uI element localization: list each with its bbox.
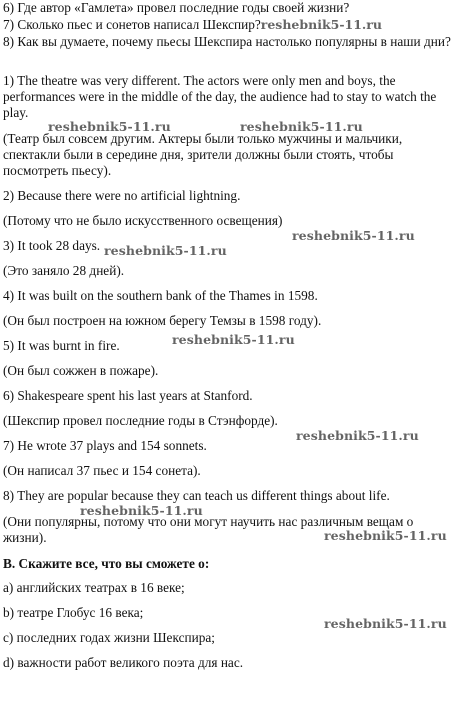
watermark: reshebnik5-11.ru (324, 616, 447, 631)
section-b-item-c: c) последних годах жизни Шекспира; (3, 630, 215, 645)
question-6: 6) Где автор «Гамлета» провел последние годы своей жизни? (3, 0, 350, 15)
watermark: reshebnik5-11.ru (296, 428, 419, 443)
answer-2-english: 2) Because there were no artificial lightning. (3, 188, 241, 203)
answer-7-english: 7) He wrote 37 plays and 154 sonnets. (3, 438, 207, 453)
watermark: reshebnik5-11.ru (240, 119, 363, 134)
answer-1-russian: (Театр был совсем другим. Актеры были только мужчины и мальчики, спектакли были в середине дня, зрители должны были стоять, чтобы посмотреть пьесу). (3, 131, 403, 178)
question-8: 8) Как вы думаете, почему пьесы Шекспира настолько популярны в наши дни? (3, 34, 451, 49)
question-7-text: 7) Сколько пьес и сонетов написал Шекспир? (3, 17, 261, 32)
answer-4-russian: (Он был построен на южном берегу Темзы в 1598 году). (3, 313, 322, 328)
question-7 (3, 17, 382, 33)
section-b-item-b: b) театре Глобус 16 века; (3, 605, 144, 620)
answer-3-english: 3) It took 28 days. (3, 238, 101, 253)
answer-3-russian: (Это заняло 28 дней). (3, 263, 125, 278)
answer-1-english: 1) The theatre was very different. The actors were only men and boys, the performances were in the middle of the day, the audience had to stay to watch the play. (3, 73, 437, 120)
answer-4-english: 4) It was built on the southern bank of the Thames in 1598. (3, 288, 318, 303)
section-b-heading: B. Скажите все, что вы сможете о: (3, 556, 210, 571)
watermark: reshebnik5-11.ru (292, 228, 415, 243)
answer-5-english: 5) It was burnt in fire. (3, 338, 120, 353)
answer-7-russian: (Он написал 37 пьес и 154 сонета). (3, 463, 201, 478)
watermark: reshebnik5-11.ru (104, 243, 227, 258)
watermark: reshebnik5-11.ru (172, 332, 295, 347)
answer-8-russian: (Они популярны, потому что они могут научить нас различным вещам о жизни). (3, 514, 414, 545)
answer-2-russian: (Потому что не было искусственного освещения) (3, 213, 283, 228)
section-b-item-d: d) важности работ великого поэта для нас. (3, 655, 244, 670)
watermark-inline: reshebnik5-11.ru (260, 17, 382, 32)
answer-6-english: 6) Shakespeare spent his last years at Stanford. (3, 388, 253, 403)
watermark: reshebnik5-11.ru (324, 528, 447, 543)
answer-6-russian: (Шекспир провел последние годы в Стэнфорде). (3, 413, 278, 428)
answer-8-english: 8) They are popular because they can teach us different things about life. (3, 488, 390, 503)
section-b-item-a: a) английских театрах в 16 веке; (3, 580, 185, 595)
watermark: reshebnik5-11.ru (80, 503, 203, 518)
watermark: reshebnik5-11.ru (48, 119, 171, 134)
answer-5-russian: (Он был сожжен в пожаре). (3, 363, 159, 378)
